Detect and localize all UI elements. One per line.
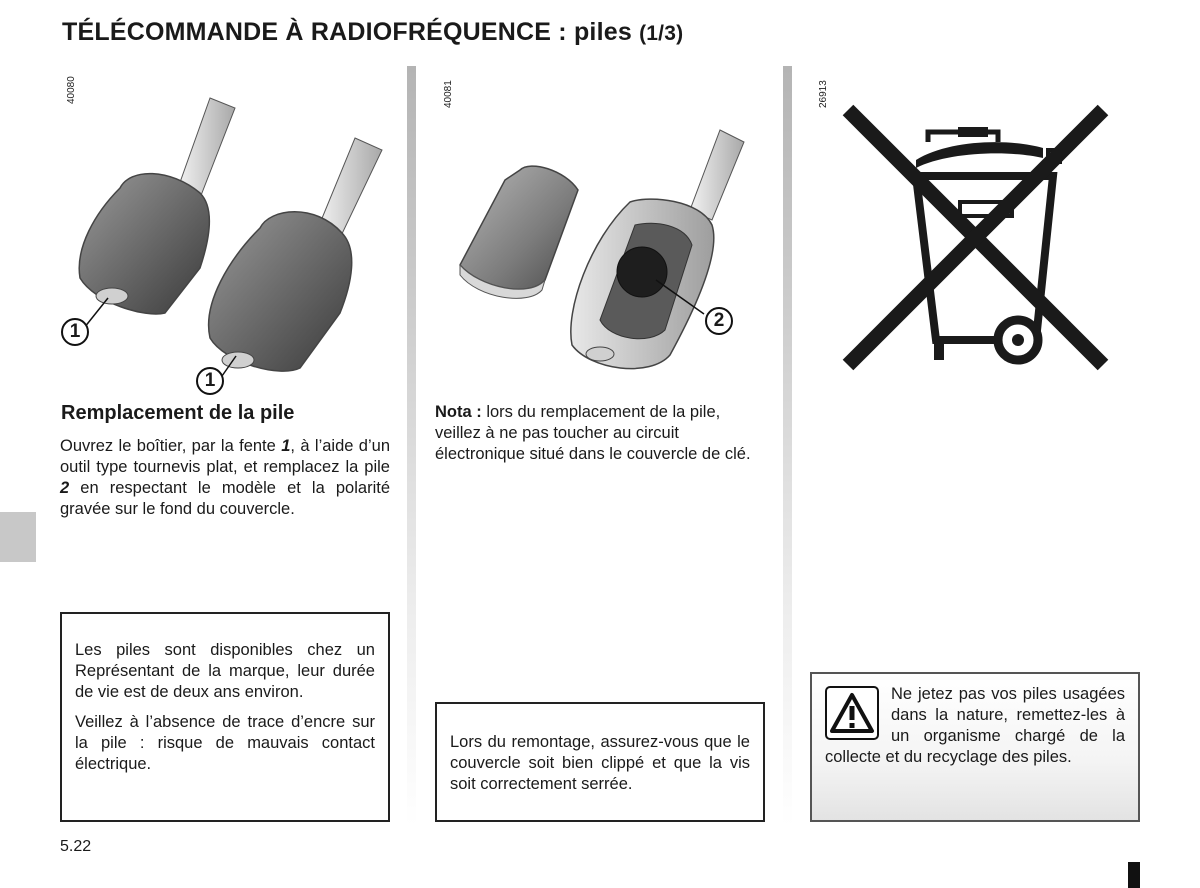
ref-slot-1: 1 xyxy=(281,437,291,455)
key-fob-2 xyxy=(209,138,382,371)
replacement-instructions xyxy=(60,436,390,520)
note-paragraph xyxy=(435,402,764,465)
chapter-side-tab xyxy=(0,512,36,562)
recycling-warning-box xyxy=(810,672,1140,822)
figure-code-3: 26913 xyxy=(818,80,829,108)
key-cover xyxy=(460,166,578,298)
open-key-illustration xyxy=(450,120,750,390)
instructions-part-3: en respectant le modèle et la polarité gravée sur le fond du couvercle. xyxy=(60,479,390,518)
note-text: lors du remplacement de la pile, veillez à ne pas toucher au circuit électronique situé dans le couvercle de clé. xyxy=(435,403,751,463)
figure-code-2: 40081 xyxy=(443,80,454,108)
instructions-part-1: Ouvrez le boîtier, par la fente xyxy=(60,437,282,455)
crossed-out-bin-icon xyxy=(838,100,1113,375)
figure-code-1: 40080 xyxy=(66,76,77,104)
page-corner-mark xyxy=(1128,862,1140,888)
key-fob-1 xyxy=(79,98,235,314)
column-separator-left xyxy=(407,66,416,826)
page-title xyxy=(62,18,683,47)
warning-triangle-icon xyxy=(825,686,879,740)
callout-1-left: 1 xyxy=(61,318,89,346)
reassembly-text: Lors du remontage, assurez-vous que le couvercle soit bien clippé et que la vis soit correctement serrée. xyxy=(450,733,750,793)
recycling-warning-text: Ne jetez pas vos piles usagées dans la nature, remettez-les à un organisme chargé de la collecte et du recyclage des piles. xyxy=(825,685,1125,766)
section-heading: Remplacement de la pile xyxy=(61,402,295,424)
key-fobs-illustration xyxy=(60,88,390,388)
note-label: Nota : xyxy=(435,403,482,421)
ink-warning-text: Veillez à l’absence de trace d’encre sur la pile : risque de mauvais contact électrique. xyxy=(75,713,375,773)
callout-2: 2 xyxy=(705,307,733,335)
reassembly-box xyxy=(435,702,765,822)
battery-availability-text: Les piles sont disponibles chez un Représentant de la marque, leur durée de vie est de deux ans environ. xyxy=(75,641,375,701)
page-title-text: TÉLÉCOMMANDE À RADIOFRÉQUENCE : piles xyxy=(62,18,632,46)
page-number: 5.22 xyxy=(60,838,92,855)
ref-battery-2: 2 xyxy=(60,479,70,497)
callout-1-right: 1 xyxy=(196,367,224,395)
battery-info-box xyxy=(60,612,390,822)
instructions-part-2: , à l’aide d’un outil type tournevis plat, et remplacez la pile xyxy=(60,437,390,476)
column-separator-right xyxy=(783,66,792,826)
page-title-suffix: (1/3) xyxy=(639,22,684,45)
